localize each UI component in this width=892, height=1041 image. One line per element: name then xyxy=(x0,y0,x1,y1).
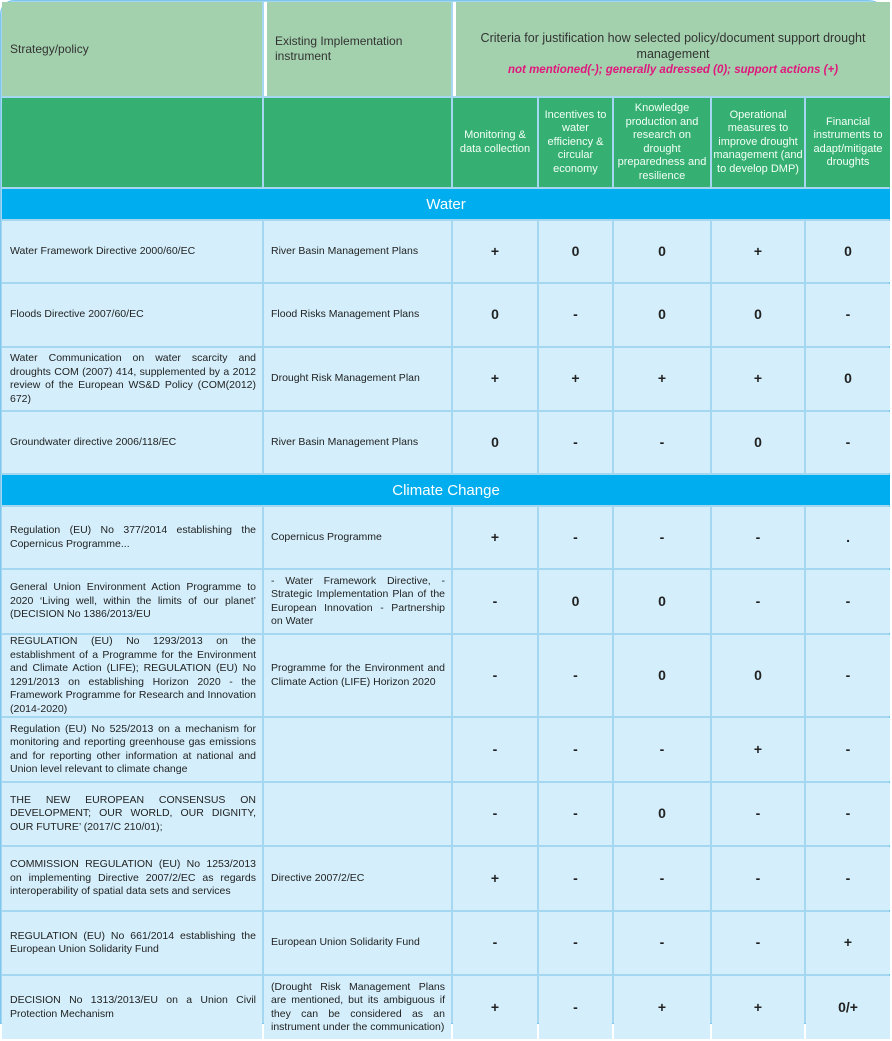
policy-cell: THE NEW EUROPEAN CONSENSUS ON DEVELOPMENT; OUR WORLD, OUR DIGNITY, OUR FUTURE’ (2017/C 210/01); xyxy=(2,783,262,845)
instrument-cell: European Union Solidarity Fund xyxy=(264,912,451,974)
policy-cell: General Union Environment Action Programme to 2020 ‘Living well, within the limits of our planet’ (DECISION No 1386/2013/EU xyxy=(2,570,262,633)
table-row xyxy=(2,412,890,473)
policy-cell: Water Framework Directive 2000/60/EC xyxy=(2,221,262,282)
section-title: Climate Change xyxy=(2,475,890,505)
criterion-value-cell: 0 xyxy=(539,570,612,633)
criterion-value-cell: - xyxy=(453,912,537,974)
table-row xyxy=(2,783,890,845)
instrument-cell: River Basin Management Plans xyxy=(264,412,451,473)
criterion-value-cell: 0 xyxy=(614,570,710,633)
criterion-header: Monitoring & data collection xyxy=(453,98,537,187)
criterion-value-cell: 0 xyxy=(539,221,612,282)
criterion-value-cell: + xyxy=(806,912,890,974)
criterion-value-cell: - xyxy=(453,718,537,781)
instrument-cell: Flood Risks Management Plans xyxy=(264,284,451,346)
policy-cell: Floods Directive 2007/60/EC xyxy=(2,284,262,346)
criterion-value-cell: - xyxy=(806,635,890,716)
criterion-value-cell: + xyxy=(712,221,804,282)
criterion-value-cell: - xyxy=(614,847,710,910)
instrument-cell: Copernicus Programme xyxy=(264,507,451,568)
criterion-value-cell: - xyxy=(614,912,710,974)
column-header-policy: Strategy/policy xyxy=(2,2,262,96)
criteria-title: Criteria for justification how selected policy/document support drought management xyxy=(480,31,866,61)
criterion-value-cell: - xyxy=(614,718,710,781)
criterion-value-cell: 0 xyxy=(806,348,890,410)
policy-cell: Water Communication on water scarcity and droughts COM (2007) 414, supplemented by a 2012 review of the European WS&D Policy (COM(2012) 672) xyxy=(2,348,262,410)
table-row xyxy=(2,507,890,568)
header-row-top xyxy=(2,2,890,96)
criterion-header: Financial instruments to adapt/mitigate droughts xyxy=(806,98,890,187)
section-band-water xyxy=(2,189,890,219)
table-row xyxy=(2,912,890,974)
criterion-value-cell: - xyxy=(539,912,612,974)
criterion-value-cell: - xyxy=(806,284,890,346)
criterion-value-cell: - xyxy=(539,507,612,568)
criterion-value-cell: + xyxy=(453,976,537,1039)
instrument-cell xyxy=(264,783,451,845)
criterion-value-cell: - xyxy=(806,783,890,845)
criterion-value-cell: - xyxy=(453,783,537,845)
table-row xyxy=(2,284,890,346)
criteria-header xyxy=(453,2,890,96)
criterion-value-cell: + xyxy=(453,847,537,910)
instrument-cell: - Water Framework Directive, - Strategic Implementation Plan of the European Innovation - Partnership on Water xyxy=(264,570,451,633)
criterion-value-cell: 0 xyxy=(712,635,804,716)
instrument-cell: Drought Risk Management Plan xyxy=(264,348,451,410)
criterion-value-cell: - xyxy=(712,507,804,568)
blank-header-cell xyxy=(2,98,262,187)
criterion-header: Incentives to water efficiency & circular economy xyxy=(539,98,612,187)
criterion-value-cell: + xyxy=(453,221,537,282)
criterion-value-cell: + xyxy=(712,718,804,781)
criteria-legend: not mentioned(-); generally adressed (0); support actions (+) xyxy=(508,64,839,76)
policy-cell: DECISION No 1313/2013/EU on a Union Civil Protection Mechanism xyxy=(2,976,262,1039)
criterion-value-cell: - xyxy=(539,847,612,910)
policy-cell: REGULATION (EU) No 661/2014 establishing the European Union Solidarity Fund xyxy=(2,912,262,974)
criterion-value-cell: + xyxy=(614,976,710,1039)
criterion-value-cell: - xyxy=(712,912,804,974)
criterion-value-cell: 0 xyxy=(453,284,537,346)
criterion-value-cell: 0 xyxy=(614,284,710,346)
criterion-value-cell: + xyxy=(539,348,612,410)
table-row xyxy=(2,718,890,781)
blank-header-cell xyxy=(264,98,451,187)
criterion-value-cell: + xyxy=(712,976,804,1039)
table-row xyxy=(2,976,890,1039)
criterion-value-cell: - xyxy=(453,570,537,633)
criterion-value-cell: 0 xyxy=(712,284,804,346)
criterion-header: Operational measures to improve drought management (and to develop DMP) xyxy=(712,98,804,187)
criterion-value-cell: 0 xyxy=(453,412,537,473)
criterion-value-cell: - xyxy=(539,783,612,845)
criterion-value-cell: 0 xyxy=(614,783,710,845)
criterion-value-cell: - xyxy=(806,570,890,633)
criterion-value-cell: + xyxy=(712,348,804,410)
table-row xyxy=(2,221,890,282)
policy-cell: REGULATION (EU) No 1293/2013 on the establishment of a Programme for the Environment and Climate Action (LIFE); REGULATION (EU) No 1291/2013 on establishing Horizon 2020 - the Framework Programme for Research and Innovation (2014-2020) xyxy=(2,635,262,716)
criterion-value-cell: + xyxy=(614,348,710,410)
criterion-value-cell: 0/+ xyxy=(806,976,890,1039)
criterion-value-cell: - xyxy=(712,783,804,845)
criterion-value-cell: - xyxy=(539,976,612,1039)
section-title: Water xyxy=(2,189,890,219)
criterion-value-cell: - xyxy=(712,847,804,910)
policy-cell: Regulation (EU) No 377/2014 establishing the Copernicus Programme... xyxy=(2,507,262,568)
criterion-value-cell: - xyxy=(806,718,890,781)
instrument-cell: Programme for the Environment and Climate Action (LIFE) Horizon 2020 xyxy=(264,635,451,716)
criterion-value-cell: - xyxy=(614,507,710,568)
table-row xyxy=(2,570,890,633)
instrument-cell xyxy=(264,718,451,781)
table-row xyxy=(2,635,890,716)
criterion-value-cell: - xyxy=(806,412,890,473)
criterion-value-cell: + xyxy=(453,507,537,568)
instrument-cell: River Basin Management Plans xyxy=(264,221,451,282)
table-row xyxy=(2,348,890,410)
criterion-header: Knowledge production and research on drought preparedness and resilience xyxy=(614,98,710,187)
criterion-value-cell: 0 xyxy=(712,412,804,473)
table-row xyxy=(2,847,890,910)
criterion-value-cell: - xyxy=(539,284,612,346)
policy-cell: Groundwater directive 2006/118/EC xyxy=(2,412,262,473)
criterion-value-cell: - xyxy=(539,718,612,781)
criterion-value-cell: - xyxy=(712,570,804,633)
instrument-cell: Directive 2007/2/EC xyxy=(264,847,451,910)
instrument-cell: (Drought Risk Management Plans are mentioned, but its ambiguous if they can be considered as an instrument under the communication) xyxy=(264,976,451,1039)
section-band-climate-change xyxy=(2,475,890,505)
criterion-value-cell: 0 xyxy=(614,221,710,282)
criterion-value-cell: - xyxy=(539,412,612,473)
criterion-value-cell: - xyxy=(539,635,612,716)
criterion-value-cell: 0 xyxy=(806,221,890,282)
criterion-value-cell: - xyxy=(453,635,537,716)
policy-cell: Regulation (EU) No 525/2013 on a mechanism for monitoring and reporting greenhouse gas emissions and for reporting other information at national and Union level relevant to climate change xyxy=(2,718,262,781)
policy-cell: COMMISSION REGULATION (EU) No 1253/2013 on implementing Directive 2007/2/EC as regards interoperability of spatial data sets and services xyxy=(2,847,262,910)
header-row-criteria xyxy=(2,98,890,187)
criterion-value-cell: 0 xyxy=(614,635,710,716)
criterion-value-cell: . xyxy=(806,507,890,568)
criterion-value-cell: - xyxy=(614,412,710,473)
criterion-value-cell: - xyxy=(806,847,890,910)
column-header-instrument: Existing Implementation instrument xyxy=(264,2,451,96)
criterion-value-cell: + xyxy=(453,348,537,410)
